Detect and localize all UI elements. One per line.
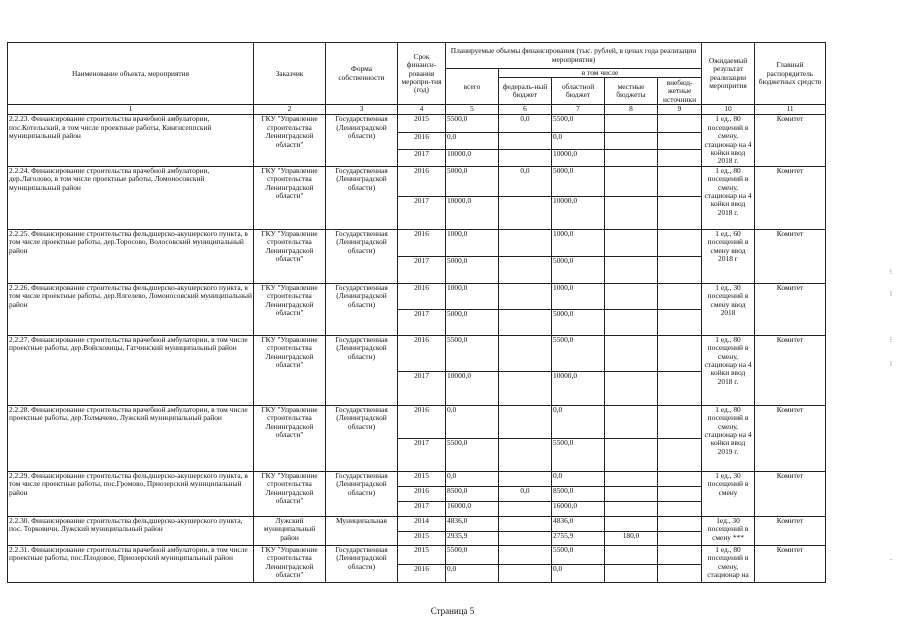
result-cell: 1ед., 30 посещений в смену *** bbox=[702, 516, 755, 545]
year-cell: 2016 bbox=[398, 166, 446, 196]
total-cell: 0,0 bbox=[446, 471, 499, 486]
federal-cell bbox=[499, 256, 552, 283]
header-local: местные бюджеты bbox=[605, 78, 658, 105]
total-cell: 1000,0 bbox=[446, 229, 499, 256]
year-cell: 2016 bbox=[398, 283, 446, 309]
extra-cell bbox=[658, 471, 702, 486]
federal-cell bbox=[499, 564, 552, 582]
object-name: 2.2.27. Финансирование строительства врачебной амбулатории, в том числе проектные работы, дер.Войсковицы, Гатчинский муниципальный район bbox=[8, 335, 254, 405]
customer-cell: ГКУ "Управление строительства Ленинградской области" bbox=[254, 545, 326, 582]
ownership-cell: Государственная (Ленинградской области) bbox=[326, 115, 398, 166]
extra-cell bbox=[658, 405, 702, 438]
result-cell: 1 ед., 80 посещений в смену, стационар на 4 койки ввод 2018 г. bbox=[702, 335, 755, 405]
header-name: Наименование объекта, мероприятия bbox=[8, 43, 254, 105]
extra-cell bbox=[658, 256, 702, 283]
column-index: 8 bbox=[605, 105, 658, 115]
local-cell bbox=[605, 405, 658, 438]
customer-cell: ГКУ "Управление строительства Ленинградской области" bbox=[254, 115, 326, 166]
local-cell bbox=[605, 371, 658, 405]
table-row bbox=[8, 166, 826, 196]
federal-cell: 0,0 bbox=[499, 486, 552, 501]
ownership-cell: Государственная (Ленинградской области) bbox=[326, 405, 398, 471]
chief-cell: Комитет bbox=[755, 516, 826, 545]
table-row bbox=[8, 545, 826, 564]
scan-artifact: ᵕ bbox=[889, 556, 893, 564]
scan-artifact: ⁞ bbox=[890, 290, 893, 298]
table-row bbox=[8, 283, 826, 309]
extra-cell bbox=[658, 196, 702, 229]
header-federal: федераль-ный бюджет bbox=[499, 78, 552, 105]
local-cell bbox=[605, 564, 658, 582]
object-name: 2.2.26. Финансирование строительства фельдшерско-акушерского пункта, в том числе проектные работы, дер.Ялгелево, Ломоносовский муниципальный район bbox=[8, 283, 254, 335]
year-cell: 2017 bbox=[398, 309, 446, 335]
federal-cell bbox=[499, 545, 552, 564]
extra-cell bbox=[658, 335, 702, 371]
regional-cell: 8500,0 bbox=[552, 486, 605, 501]
regional-cell: 4836,0 bbox=[552, 516, 605, 531]
ownership-cell: Государственная (Ленинградской области) bbox=[326, 471, 398, 516]
local-cell bbox=[605, 545, 658, 564]
local-cell bbox=[605, 309, 658, 335]
column-index: 6 bbox=[499, 105, 552, 115]
year-cell: 2016 bbox=[398, 564, 446, 582]
result-cell: 1 ед., 80 посещений в смену, стационар на 4 койки ввод 2018 г. bbox=[702, 115, 755, 166]
federal-cell bbox=[499, 132, 552, 149]
table-row bbox=[8, 115, 826, 132]
ownership-cell: Государственная (Ленинградской области) bbox=[326, 166, 398, 229]
column-index: 9 bbox=[658, 105, 702, 115]
object-name: 2.2.24. Финансирование строительства врачебной амбулатории, дер.Лаголово, в том числе проектные работы, Ломоносовский муниципальный район bbox=[8, 166, 254, 229]
financing-table bbox=[7, 42, 826, 583]
total-cell: 0,0 bbox=[446, 405, 499, 438]
federal-cell: 0,0 bbox=[499, 115, 552, 132]
chief-cell: Комитет bbox=[755, 229, 826, 283]
chief-cell: Комитет bbox=[755, 545, 826, 582]
column-index: 5 bbox=[446, 105, 499, 115]
ownership-cell: Государственная (Ленинградской области) bbox=[326, 335, 398, 405]
local-cell bbox=[605, 438, 658, 471]
local-cell bbox=[605, 486, 658, 501]
local-cell bbox=[605, 516, 658, 531]
local-cell bbox=[605, 471, 658, 486]
extra-cell bbox=[658, 545, 702, 564]
regional-cell: 10000,0 bbox=[552, 371, 605, 405]
result-cell: 1 ед., 80 посещений в смену, стационар на 4 койки ввод 2018 г. bbox=[702, 166, 755, 229]
total-cell: 5000,0 bbox=[446, 309, 499, 335]
regional-cell: 5500,0 bbox=[552, 545, 605, 564]
regional-cell: 5000,0 bbox=[552, 309, 605, 335]
federal-cell bbox=[499, 501, 552, 516]
year-cell: 2015 bbox=[398, 531, 446, 545]
year-cell: 2016 bbox=[398, 486, 446, 501]
regional-cell: 0,0 bbox=[552, 564, 605, 582]
year-cell: 2015 bbox=[398, 115, 446, 132]
total-cell: 5500,0 bbox=[446, 115, 499, 132]
object-name: 2.2.28. Финансирование строительства врачебной амбулатории, в том числе проектные работы, дер.Толмачево, Лужский муниципальный район bbox=[8, 405, 254, 471]
chief-cell: Комитет bbox=[755, 335, 826, 405]
extra-cell bbox=[658, 501, 702, 516]
header-extra: внебюд-жетные источники bbox=[658, 78, 702, 105]
header-planned: Планируемые объемы финансирования (тыс. рублей, в ценах года реализации мероприятия) bbox=[446, 43, 702, 69]
extra-cell bbox=[658, 438, 702, 471]
federal-cell bbox=[499, 149, 552, 166]
federal-cell bbox=[499, 531, 552, 545]
regional-cell: 5500,0 bbox=[552, 115, 605, 132]
column-index: 4 bbox=[398, 105, 446, 115]
extra-cell bbox=[658, 166, 702, 196]
regional-cell: 0,0 bbox=[552, 405, 605, 438]
scan-artifact: ⁞ bbox=[890, 360, 893, 368]
object-name: 2.2.25. Финансирование строительства фельдшерско-акушерского пункта, в том числе проектные работы, дер.Торосово, Волосовский муниципальный район bbox=[8, 229, 254, 283]
chief-cell: Комитет bbox=[755, 115, 826, 166]
extra-cell bbox=[658, 564, 702, 582]
column-index: 7 bbox=[552, 105, 605, 115]
extra-cell bbox=[658, 229, 702, 256]
ownership-cell: Государственная (Ленинградской области) bbox=[326, 229, 398, 283]
header-regional: областной бюджет bbox=[552, 78, 605, 105]
year-cell: 2017 bbox=[398, 438, 446, 471]
local-cell bbox=[605, 166, 658, 196]
local-cell bbox=[605, 256, 658, 283]
customer-cell: ГКУ "Управление строительства Ленинградской области" bbox=[254, 229, 326, 283]
total-cell: 4836,0 bbox=[446, 516, 499, 531]
customer-cell: ГКУ "Управление строительства Ленинградской области" bbox=[254, 405, 326, 471]
year-cell: 2017 bbox=[398, 256, 446, 283]
total-cell: 5000,0 bbox=[446, 256, 499, 283]
total-cell: 10000,0 bbox=[446, 371, 499, 405]
regional-cell: 1000,0 bbox=[552, 283, 605, 309]
federal-cell bbox=[499, 438, 552, 471]
local-cell: 180,0 bbox=[605, 531, 658, 545]
extra-cell bbox=[658, 516, 702, 531]
header-total: всего bbox=[446, 69, 499, 105]
regional-cell: 10000,0 bbox=[552, 149, 605, 166]
federal-cell bbox=[499, 335, 552, 371]
customer-cell: ГКУ "Управление строительства Ленинградской области" bbox=[254, 335, 326, 405]
federal-cell bbox=[499, 371, 552, 405]
year-cell: 2016 bbox=[398, 405, 446, 438]
chief-cell: Комитет bbox=[755, 283, 826, 335]
ownership-cell: Государственная (Ленинградской области) bbox=[326, 283, 398, 335]
total-cell: 0,0 bbox=[446, 564, 499, 582]
total-cell: 5500,0 bbox=[446, 438, 499, 471]
column-index: 1 bbox=[8, 105, 254, 115]
federal-cell bbox=[499, 196, 552, 229]
local-cell bbox=[605, 335, 658, 371]
total-cell: 10000,0 bbox=[446, 149, 499, 166]
header-form: Форма собственности bbox=[326, 43, 398, 105]
total-cell: 10000,0 bbox=[446, 196, 499, 229]
total-cell: 16000,0 bbox=[446, 501, 499, 516]
total-cell: 5500,0 bbox=[446, 545, 499, 564]
total-cell: 1000,0 bbox=[446, 283, 499, 309]
federal-cell bbox=[499, 471, 552, 486]
extra-cell bbox=[658, 149, 702, 166]
total-cell: 0,0 bbox=[446, 132, 499, 149]
regional-cell: 2755,9 bbox=[552, 531, 605, 545]
ownership-cell: Государственная (Ленинградской области) bbox=[326, 545, 398, 582]
local-cell bbox=[605, 132, 658, 149]
chief-cell: Комитет bbox=[755, 405, 826, 471]
local-cell bbox=[605, 115, 658, 132]
local-cell bbox=[605, 196, 658, 229]
chief-cell: Комитет bbox=[755, 471, 826, 516]
result-cell: 1 ед., 80 посещений в смену, стационар на bbox=[702, 545, 755, 582]
year-cell: 2016 bbox=[398, 335, 446, 371]
header-including: в том числе bbox=[499, 69, 702, 78]
extra-cell bbox=[658, 371, 702, 405]
local-cell bbox=[605, 229, 658, 256]
regional-cell: 5000,0 bbox=[552, 256, 605, 283]
federal-cell bbox=[499, 309, 552, 335]
federal-cell bbox=[499, 229, 552, 256]
local-cell bbox=[605, 149, 658, 166]
extra-cell bbox=[658, 115, 702, 132]
ownership-cell: Муниципальная bbox=[326, 516, 398, 545]
header-chief: Главный распорядитель бюджетных средств bbox=[755, 43, 826, 105]
year-cell: 2017 bbox=[398, 371, 446, 405]
year-cell: 2017 bbox=[398, 196, 446, 229]
column-index: 2 bbox=[254, 105, 326, 115]
table-body bbox=[8, 115, 826, 582]
year-cell: 2016 bbox=[398, 132, 446, 149]
scan-artifact: ⁝ bbox=[889, 336, 893, 344]
regional-cell: 0,0 bbox=[552, 471, 605, 486]
year-cell: 2015 bbox=[398, 471, 446, 486]
regional-cell: 16000,0 bbox=[552, 501, 605, 516]
object-name: 2.2.23. Финансирование строительства врачебной амбулатории, пос.Котельский, в том числе проектные работы, Кингисеппский муниципальный район bbox=[8, 115, 254, 166]
regional-cell: 1000,0 bbox=[552, 229, 605, 256]
total-cell: 5500,0 bbox=[446, 335, 499, 371]
object-name: 2.2.31. Финансирование строительства врачебной амбулатории, в том числе проектные работы, пос.Плодовое, Приозерский муниципальный район bbox=[8, 545, 254, 582]
federal-cell bbox=[499, 516, 552, 531]
extra-cell bbox=[658, 309, 702, 335]
extra-cell bbox=[658, 486, 702, 501]
extra-cell bbox=[658, 132, 702, 149]
total-cell: 5000,0 bbox=[446, 166, 499, 196]
year-cell: 2014 bbox=[398, 516, 446, 531]
header-result: Ожидаемый результат реализации меропрития bbox=[702, 43, 755, 105]
page-number: Страница 5 bbox=[430, 606, 475, 616]
regional-cell: 10000,0 bbox=[552, 196, 605, 229]
scan-artifact: ⁝ bbox=[889, 268, 893, 276]
column-index: 10 bbox=[702, 105, 755, 115]
customer-cell: ГКУ "Управление строительства Ленинградской области" bbox=[254, 283, 326, 335]
result-cell: 1 ед., 60 посещений в смену ввод 2018 г bbox=[702, 229, 755, 283]
local-cell bbox=[605, 283, 658, 309]
result-cell: 1 ед., 30 посещений в смену ввод 2018 bbox=[702, 283, 755, 335]
regional-cell: 5500,0 bbox=[552, 438, 605, 471]
year-cell: 2017 bbox=[398, 149, 446, 166]
table-row bbox=[8, 229, 826, 256]
table-row bbox=[8, 516, 826, 531]
header-customer: Заказчик bbox=[254, 43, 326, 105]
chief-cell: Комитет bbox=[755, 166, 826, 229]
column-index: 11 bbox=[755, 105, 826, 115]
customer-cell: ГКУ "Управление строительства Ленинградской области" bbox=[254, 471, 326, 516]
year-cell: 2017 bbox=[398, 501, 446, 516]
column-index: 3 bbox=[326, 105, 398, 115]
local-cell bbox=[605, 501, 658, 516]
federal-cell: 0,0 bbox=[499, 166, 552, 196]
federal-cell bbox=[499, 405, 552, 438]
regional-cell: 5000,0 bbox=[552, 166, 605, 196]
table-row bbox=[8, 335, 826, 371]
year-cell: 2015 bbox=[398, 545, 446, 564]
table-row bbox=[8, 471, 826, 486]
customer-cell: Лужский муниципальный район bbox=[254, 516, 326, 545]
regional-cell: 5500,0 bbox=[552, 335, 605, 371]
table-row bbox=[8, 405, 826, 438]
object-name: 2.2.29. Финансирование строительства фельдшерско-акушерского пункта, в том числе проектные работы, пос.Громово, Приозерский муниципальный район bbox=[8, 471, 254, 516]
result-cell: 1 ед., 80 посещений в смену, стационар на 4 койки ввод 2019 г. bbox=[702, 405, 755, 471]
year-cell: 2016 bbox=[398, 229, 446, 256]
total-cell: 8500,0 bbox=[446, 486, 499, 501]
federal-cell bbox=[499, 283, 552, 309]
header-term: Срок финанси-рования меропри-тия (год) bbox=[398, 43, 446, 105]
regional-cell: 0,0 bbox=[552, 132, 605, 149]
total-cell: 2935,9 bbox=[446, 531, 499, 545]
result-cell: 1 ед., 30 посещений в смену bbox=[702, 471, 755, 516]
extra-cell bbox=[658, 283, 702, 309]
customer-cell: ГКУ "Управление строительства Ленинградской области" bbox=[254, 166, 326, 229]
extra-cell bbox=[658, 531, 702, 545]
column-index-row bbox=[8, 105, 826, 115]
object-name: 2.2.30. Финансирование строительства фельдшерско-акушерского пункта, пос. Торковичи, Лужский муниципальный район bbox=[8, 516, 254, 545]
